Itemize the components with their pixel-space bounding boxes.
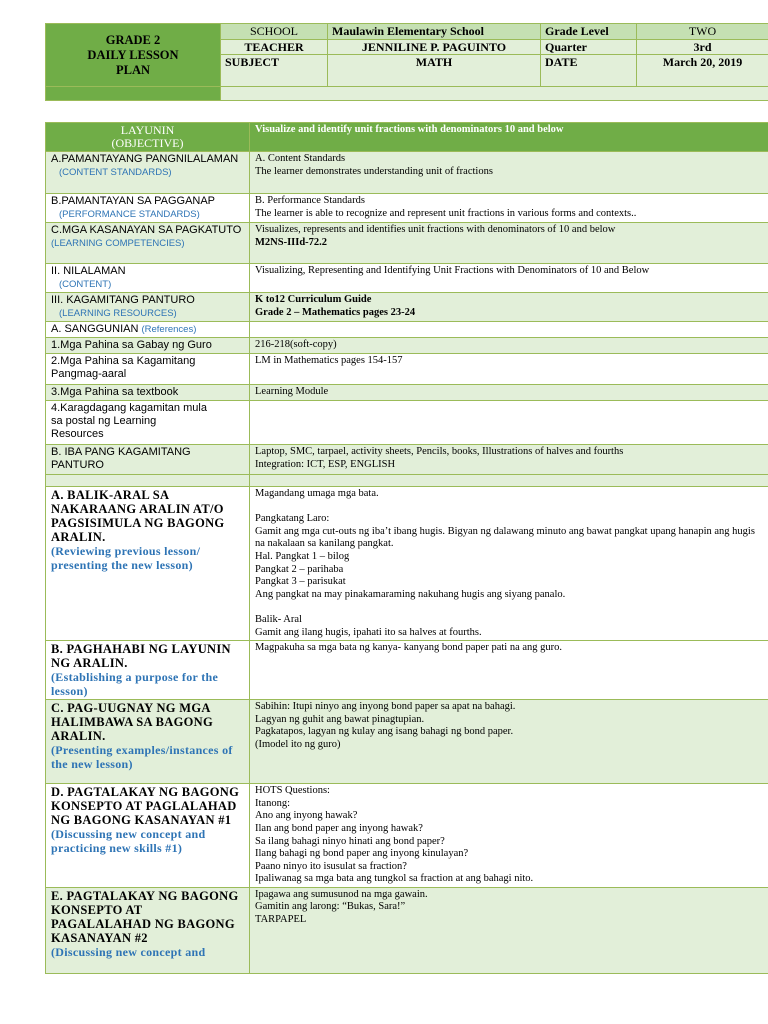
objective-label: LAYUNIN — [120, 123, 175, 137]
quarter-value: 3rd — [637, 40, 768, 55]
spacer-right — [250, 475, 768, 487]
discuss1-label: D. PAGTALAKAY NG BAGONG KONSEPTO AT PAGLALAHAD NG BAGONG KASANAYAN #1 — [51, 785, 240, 828]
competencies-sub: (LEARNING COMPETENCIES) — [51, 238, 185, 249]
subject-label: SUBJECT — [221, 55, 328, 87]
learner-materials-value: LM in Mathematics pages 154-157 — [250, 354, 768, 385]
references-label: A. SANGGUNIAN — [51, 323, 139, 335]
lr-portal-value — [250, 401, 768, 445]
textbook-row — [46, 385, 768, 401]
teacher-guide-value: 216-218(soft-copy) — [250, 338, 768, 354]
resources-value: K to12 Curriculum Guide Grade 2 – Mathematics pages 23-24 — [250, 293, 768, 322]
grade-value: TWO — [637, 24, 768, 40]
examples-label-en: (Presenting examples/instances of the new lesson) — [51, 743, 233, 772]
discuss1-row — [46, 784, 768, 888]
review-row — [46, 487, 768, 641]
lr-portal-label: 4.Karagdagang kagamitan mula sa postal ng Learning Resources — [46, 401, 250, 445]
content-sub: (CONTENT) — [59, 279, 112, 290]
discuss2-row — [46, 887, 768, 973]
content-value: Visualizing, Representing and Identifying Unit Fractions with Denominators of 10 and Below — [250, 264, 768, 293]
examples-value: Sabihin: Itupi ninyo ang inyong bond paper sa apat na bahagi. Lagyan ng guhit ang bawat pinagtupian. Pagkatapos, lagyan ng kulay ang isang bahagi ng bond paper. (Imodel ito ng guro) — [250, 700, 768, 784]
other-resources-label: B. IBA PANG KAGAMITANG PANTURO — [46, 445, 250, 475]
examples-label: C. PAG-UUGNAY NG MGA HALIMBAWA SA BAGONG ARALIN. — [51, 701, 213, 744]
performance-standards-sub: (PERFORMANCE STANDARDS) — [59, 209, 200, 220]
resources-label: III. KAGAMITANG PANTURO — [51, 294, 195, 306]
competencies-code: M2NS-IIId-72.2 — [255, 236, 328, 248]
header-spacer-left — [46, 87, 221, 101]
resources-row — [46, 293, 768, 322]
purpose-row — [46, 641, 768, 700]
performance-standards-label: B.PAMANTAYAN SA PAGGANAP — [51, 195, 216, 207]
grade-label: Grade Level — [541, 24, 637, 40]
performance-standards-value: B. Performance Standards The learner is able to recognize and represent unit fractions in various forms and contexts.. — [250, 194, 768, 223]
objective-row — [46, 123, 768, 152]
textbook-value: Learning Module — [250, 385, 768, 401]
purpose-label-en: (Establishing a purpose for the lesson) — [51, 670, 219, 699]
content-row — [46, 264, 768, 293]
resources-sub: (LEARNING RESOURCES) — [59, 308, 177, 319]
content-label: II. NILALAMAN — [51, 265, 126, 277]
lesson-table — [45, 122, 768, 974]
objective-label-en: (OBJECTIVE) — [111, 136, 184, 150]
content-standards-row — [46, 152, 768, 194]
competencies-label: C.MGA KASANAYAN SA PAGKATUTO — [51, 224, 242, 236]
learner-materials-label: 2.Mga Pahina sa Kagamitang Pangmag-aaral — [46, 354, 250, 385]
spacer-row — [46, 475, 768, 487]
school-label: SCHOOL — [221, 24, 328, 40]
teacher-guide-label: 1.Mga Pahina sa Gabay ng Guro — [46, 338, 250, 354]
lr-portal-row — [46, 401, 768, 445]
discuss1-value: HOTS Questions: Itanong: Ano ang inyong hawak? Ilan ang bond paper ang inyong hawak? Sa ilang bahagi ninyo hinati ang bond paper? Ilang bahagi ng bond paper ang inyong kinulayan? Paano ninyo ito isusulat sa fraction? Ipaliwanag sa mga bata ang tungkol sa fraction at ang bahagi nito. — [250, 784, 768, 888]
teacher-value: JENNILINE P. PAGUINTO — [328, 40, 541, 55]
content-standards-value: A. Content Standards The learner demonstrates understanding unit of fractions — [250, 152, 768, 194]
subject-value: MATH — [328, 55, 541, 87]
teacher-label: TEACHER — [221, 40, 328, 55]
references-row — [46, 322, 768, 338]
performance-standards-row — [46, 194, 768, 223]
header-table — [45, 23, 768, 101]
references-value — [250, 322, 768, 338]
review-label-en: (Reviewing previous lesson/ presenting the new lesson) — [51, 544, 201, 572]
quarter-label: Quarter — [541, 40, 637, 55]
discuss2-label: E. PAGTALAKAY NG BAGONG KONSEPTO AT PAGALALAHAD NG BAGONG KASANAYAN #2 — [51, 888, 239, 945]
review-label: A. BALIK-ARAL SA NAKARAANG ARALIN AT/O PAGSISIMULA NG BAGONG ARALIN. — [51, 488, 225, 544]
content-standards-label: A.PAMANTAYANG PANGNILALAMAN — [51, 153, 239, 165]
references-sub: (References) — [141, 324, 197, 335]
purpose-value: Magpakuha sa mga bata ng kanya- kanyang bond paper pati na ang guro. — [250, 641, 768, 700]
discuss1-label-en: (Discussing new concept and practicing new skills #1) — [51, 827, 206, 856]
date-label: DATE — [541, 55, 637, 87]
other-resources-row — [46, 445, 768, 475]
review-value: Magandang umaga mga bata. Pangkatang Laro: Gamit ang mga cut-outs ng iba’t ibang hugis. Bigyan ng dalawang minuto ang bawat pangkat upang hanapin ang hugis na nakalaan sa kanilang pangkat. Hal. Pangkat 1 – bilog Pangkat 2 – parihaba Pangkat 3 – parisukat Ang pangkat na may pinakamaraming nakuhang hugis ang siyang panalo. Balik- Aral Gamit ang ilang hugis, ipahati ito sa halves at fourths. — [250, 487, 768, 641]
content-standards-sub: (CONTENT STANDARDS) — [59, 167, 172, 178]
discuss2-value: Ipagawa ang sumusunod na mga gawain. Gamitin ang larong: “Bukas, Sara!” TARPAPEL — [250, 887, 768, 973]
competencies-value: Visualizes, represents and identifies unit fractions with denominators of 10 and below — [255, 224, 616, 235]
textbook-label: 3.Mga Pahina sa textbook — [46, 385, 250, 401]
header-spacer-right — [221, 87, 768, 101]
school-value: Maulawin Elementary School — [328, 24, 541, 40]
learner-materials-row — [46, 354, 768, 385]
date-value: March 20, 2019 — [637, 55, 768, 87]
lesson-plan-title: GRADE 2 DAILY LESSON PLAN — [46, 24, 221, 87]
spacer-left — [46, 475, 250, 487]
competencies-row — [46, 223, 768, 264]
teacher-guide-row — [46, 338, 768, 354]
purpose-label: B. PAGHAHABI NG LAYUNIN NG ARALIN. — [51, 642, 231, 671]
objective-value: Visualize and identify unit fractions with denominators 10 and below — [250, 123, 768, 152]
other-resources-value: Laptop, SMC, tarpael, activity sheets, Pencils, books, Illustrations of halves and fourths Integration: ICT, ESP, ENGLISH — [250, 445, 768, 475]
examples-row — [46, 700, 768, 784]
discuss2-label-en: (Discussing new concept and — [51, 944, 206, 959]
